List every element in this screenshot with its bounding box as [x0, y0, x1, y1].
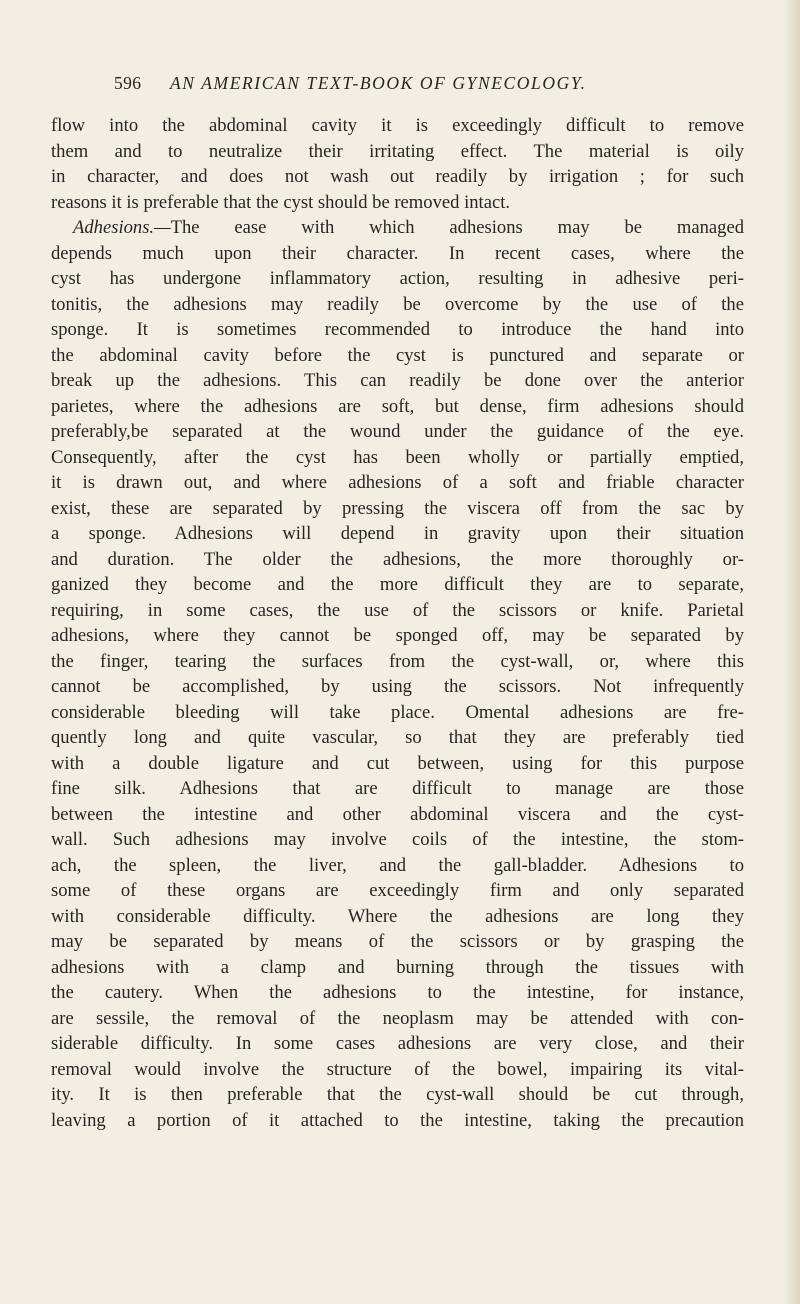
text-line: break up the adhesions. This can readily be done over the anterior	[51, 370, 744, 391]
text-line: The ease with which adhesions may be managed	[170, 217, 744, 238]
text-line: quently long and quite vascular, so that they are preferably tied	[51, 727, 744, 748]
text-line: the finger, tearing the surfaces from the cyst-wall, or, where this	[51, 650, 744, 672]
text-line: cyst has undergone inflammatory action, resulting in adhesive peri-	[51, 268, 744, 289]
text-line: considerable bleeding will take place. Omental adhesions are fre-	[51, 701, 744, 723]
text-line: ach, the spleen, the liver, and the gall-bladder. Adhesions to	[51, 854, 744, 876]
text-line: ganized they become and the more difficult they are to separate,	[51, 574, 744, 595]
text-line: the abdominal cavity before the cyst is punctured and separate or	[51, 344, 744, 366]
text-line: removal would involve the structure of the bowel, impairing its vital-	[51, 1058, 744, 1080]
text-line: it is drawn out, and where adhesions of a soft and friable character	[51, 472, 744, 493]
text-line: cannot be accomplished, by using the scissors. Not infrequently	[51, 676, 744, 697]
text-line: reasons it is preferable that the cyst should be removed intact.	[51, 191, 511, 213]
text-line: are sessile, the removal of the neoplasm may be attended with con-	[51, 1007, 744, 1029]
text-line: depends much upon their character. In recent cases, where the	[51, 242, 744, 264]
text-line: leaving a portion of it attached to the intestine, taking the precaution	[51, 1109, 744, 1131]
text-line: Consequently, after the cyst has been wholly or partially emptied,	[51, 446, 744, 468]
text-line: between the intestine and other abdominal viscera and the cyst-	[51, 803, 744, 825]
text-line: flow into the abdominal cavity it is exceedingly difficult to remove	[51, 115, 744, 136]
page-edge-shadow	[784, 0, 800, 1304]
section-heading-adhesions: Adhesions.—	[73, 217, 171, 238]
text-line: the cautery. When the adhesions to the intestine, for instance,	[51, 982, 744, 1003]
text-line: siderable difficulty. In some cases adhesions are very close, and their	[51, 1033, 744, 1054]
book-title: AN AMERICAN TEXT-BOOK OF GYNECOLOGY.	[170, 73, 587, 93]
page-number: 596	[114, 73, 142, 93]
text-line: some of these organs are exceedingly firm and only separated	[51, 880, 744, 901]
text-line: parietes, where the adhesions are soft, but dense, firm adhesions should	[51, 395, 744, 417]
text-line: exist, these are separated by pressing the viscera off from the sac by	[51, 497, 744, 519]
text-line: and duration. The older the adhesions, the more thoroughly or-	[51, 548, 744, 570]
text-line: a sponge. Adhesions will depend in gravity upon their situation	[51, 523, 744, 544]
body-text	[51, 113, 744, 1133]
text-line: may be separated by means of the scissors or by grasping the	[51, 931, 744, 952]
text-line: in character, and does not wash out readily by irrigation ; for such	[51, 166, 744, 187]
text-line: tonitis, the adhesions may readily be overcome by the use of the	[51, 293, 744, 315]
text-line: requiring, in some cases, the use of the scissors or knife. Parietal	[51, 599, 744, 621]
text-line: adhesions, where they cannot be sponged off, may be separated by	[51, 625, 744, 646]
text-line: wall. Such adhesions may involve coils of the intestine, the stom-	[51, 829, 744, 850]
paragraph-adhesions-first-line	[51, 215, 744, 241]
text-line: preferably,be separated at the wound under the guidance of the eye.	[51, 421, 744, 442]
text-line: them and to neutralize their irritating effect. The material is oily	[51, 140, 744, 162]
text-line: ity. It is then preferable that the cyst-wall should be cut through,	[51, 1084, 744, 1105]
text-line: with a double ligature and cut between, using for this purpose	[51, 752, 744, 774]
running-head	[114, 73, 734, 99]
text-line: adhesions with a clamp and burning through the tissues with	[51, 956, 744, 978]
text-line: with considerable difficulty. Where the adhesions are long they	[51, 905, 744, 927]
text-line: fine silk. Adhesions that are difficult to manage are those	[51, 778, 744, 799]
text-line: sponge. It is sometimes recommended to introduce the hand into	[51, 319, 744, 340]
